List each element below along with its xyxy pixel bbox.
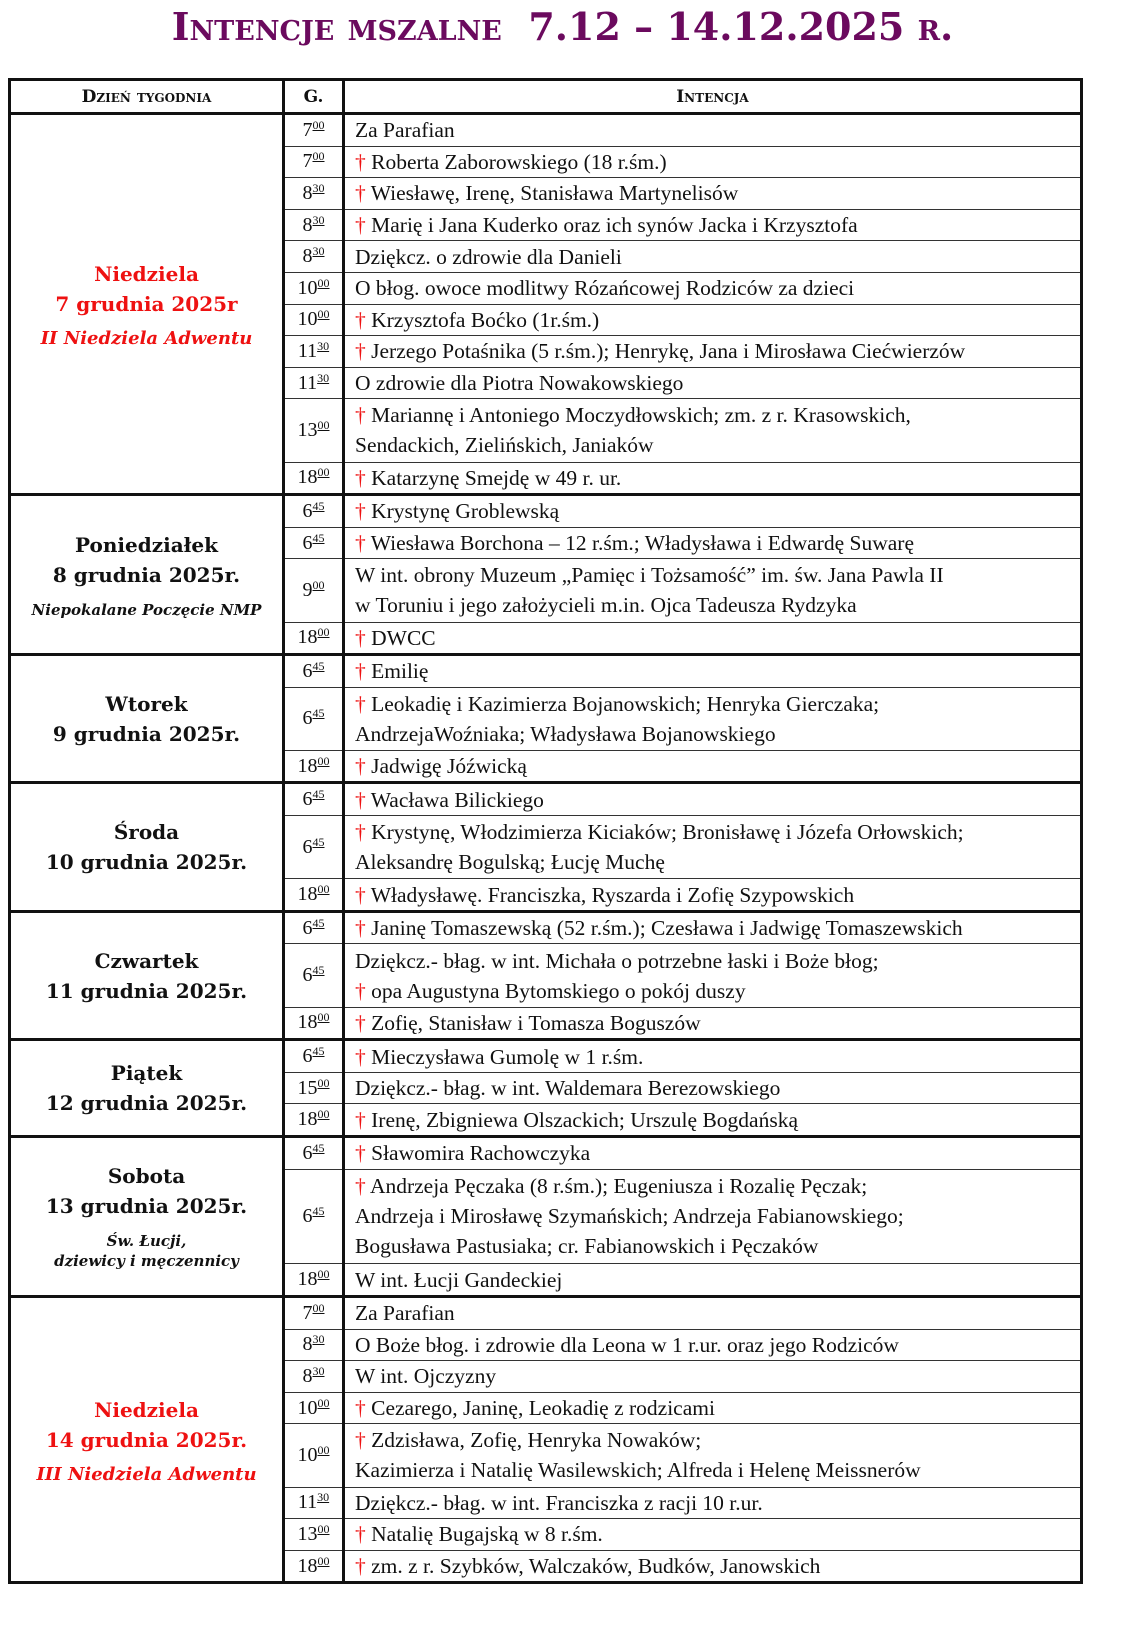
mass-time [284, 146, 344, 178]
mass-intention [344, 911, 1082, 944]
mass-hour: 6 [302, 499, 313, 522]
mass-hour: 7 [302, 150, 313, 173]
mass-time [284, 399, 344, 462]
day-date: 14 grudnia 2025r. [45, 1427, 248, 1452]
mass-hour: 10 [297, 1443, 318, 1466]
intention-line: † Emilię [355, 659, 429, 684]
mass-minutes: 30 [317, 338, 330, 353]
header-hour: G. [284, 80, 344, 114]
mass-hour: 6 [302, 707, 313, 730]
intention-line: O błog. owoce modlitwy Rózańcowej Rodziców za dzieci [355, 276, 855, 301]
intention-line: W int. Łucji Gandeckiej [355, 1267, 563, 1292]
header-intention: Intencja [344, 80, 1082, 114]
intention-line: † Wiesławę, Irenę, Stanisława Martynelisów [355, 181, 739, 206]
intention-line: † Wiesława Borchona – 12 r.śm.; Władysława i Edwardę Suwarę [355, 531, 914, 556]
mass-time [284, 304, 344, 336]
mass-minutes: 30 [312, 180, 325, 195]
mass-minutes: 00 [317, 417, 330, 432]
mass-intention [344, 1296, 1082, 1329]
mass-minutes: 30 [312, 244, 325, 259]
mass-hour: 6 [302, 916, 313, 939]
mass-minutes: 45 [312, 834, 325, 849]
mass-minutes: 00 [312, 149, 325, 164]
mass-minutes: 00 [312, 117, 325, 132]
mass-intention [344, 1072, 1082, 1104]
intention-line: Dziękcz.- błag. w int. Franciszka z racji 10 r.ur. [355, 1490, 763, 1515]
day-cell [10, 495, 284, 655]
day-feast-note-line: II Niedziela Adwentu [40, 328, 253, 350]
mass-intention [344, 750, 1082, 783]
table-row [10, 1296, 1082, 1329]
intention-line: † Krystynę, Włodzimierza Kiciaków; Bronisławę i Józefa Orłowskich; [355, 820, 964, 845]
mass-time [284, 1519, 344, 1551]
mass-hour: 6 [302, 1045, 313, 1068]
mass-hour: 10 [297, 1396, 318, 1419]
cross-icon: † [355, 1044, 366, 1069]
mass-intention [344, 1040, 1082, 1073]
cross-icon: † [355, 1141, 366, 1166]
mass-hour: 6 [302, 1204, 313, 1227]
mass-time [284, 462, 344, 495]
mass-intention [344, 622, 1082, 655]
intention-line: † Katarzynę Smejdę w 49 r. ur. [355, 465, 622, 490]
intention-line: O zdrowie dla Piotra Nowakowskiego [355, 371, 684, 396]
table-header-row [10, 80, 1082, 114]
mass-intention [344, 1519, 1082, 1551]
mass-minutes: 00 [317, 1442, 330, 1457]
mass-hour: 6 [302, 788, 313, 811]
mass-intention [344, 655, 1082, 688]
mass-minutes: 00 [317, 753, 330, 768]
mass-time [284, 944, 344, 1007]
day-feast-note-line: III Niedziela Adwentu [36, 1463, 257, 1485]
mass-minutes: 45 [312, 530, 325, 545]
day-name: Środa [113, 820, 180, 845]
intention-line: Dziękcz. o zdrowie dla Danieli [355, 244, 622, 269]
mass-minutes: 00 [317, 625, 330, 640]
cross-icon: † [355, 1522, 366, 1547]
mass-hour: 18 [297, 1108, 318, 1131]
mass-intention [344, 1169, 1082, 1264]
mass-intention [344, 783, 1082, 816]
intention-line: Za Parafian [355, 118, 455, 143]
mass-intention [344, 944, 1082, 1007]
mass-minutes: 30 [317, 370, 330, 385]
cross-icon: † [355, 625, 366, 650]
day-feast-note [11, 1231, 282, 1271]
cross-icon: † [355, 882, 366, 907]
mass-minutes: 00 [312, 577, 325, 592]
cross-icon: † [355, 691, 366, 716]
intention-line: † Natalię Bugajską w 8 r.śm. [355, 1522, 603, 1547]
mass-minutes: 00 [317, 275, 330, 290]
intention-line: † Mariannę i Antoniego Moczydłowskich; zm. z r. Krasowskich, [355, 403, 911, 428]
day-cell [10, 911, 284, 1039]
cross-icon: † [355, 499, 366, 524]
table-row [10, 1040, 1082, 1073]
mass-intention [344, 1392, 1082, 1424]
cross-icon: † [355, 1107, 366, 1132]
mass-intention [344, 209, 1082, 241]
mass-time [284, 655, 344, 688]
cross-icon: † [355, 916, 366, 941]
mass-hour: 15 [297, 1076, 318, 1099]
mass-intention [344, 527, 1082, 559]
header-day: Dzień tygodnia [10, 80, 284, 114]
mass-hour: 18 [297, 1268, 318, 1291]
cross-icon: † [355, 978, 366, 1003]
mass-time [284, 750, 344, 783]
mass-time [284, 178, 344, 210]
mass-intention [344, 114, 1082, 147]
mass-minutes: 00 [317, 882, 330, 897]
mass-time [284, 336, 344, 368]
mass-intention [344, 1361, 1082, 1393]
intention-line: † Zofię, Stanisław i Tomasza Boguszów [355, 1010, 701, 1035]
intention-line: Andrzeja i Mirosławę Szymańskich; Andrzeja Fabianowskiego; [355, 1204, 904, 1229]
day-feast-note [11, 329, 282, 349]
mass-time [284, 1137, 344, 1170]
cross-icon: † [355, 1428, 366, 1453]
mass-hour: 18 [297, 754, 318, 777]
day-cell [10, 114, 284, 495]
day-name: Niedziela [94, 1397, 199, 1422]
day-date: 8 grudnia 2025r. [52, 562, 241, 587]
mass-intention [344, 462, 1082, 495]
mass-intention [344, 146, 1082, 178]
mass-intention [344, 367, 1082, 399]
mass-hour: 11 [297, 1491, 318, 1514]
mass-time [284, 622, 344, 655]
mass-intention [344, 687, 1082, 750]
mass-hour: 18 [297, 466, 318, 489]
day-feast-note-line: Św. Łucji, [106, 1232, 187, 1251]
mass-minutes: 00 [317, 307, 330, 322]
mass-intention [344, 1424, 1082, 1487]
mass-minutes: 45 [312, 915, 325, 930]
mass-time [284, 911, 344, 944]
intention-line: Aleksandrę Bogulską; Łucję Muchę [355, 850, 665, 875]
mass-intention [344, 1007, 1082, 1040]
intention-line: † Krystynę Groblewską [355, 499, 560, 524]
mass-intention [344, 272, 1082, 304]
intention-line: W int. obrony Muzeum „Pamięc i Tożsamość” im. św. Jana Pawla II [355, 563, 944, 588]
mass-minutes: 00 [317, 1075, 330, 1090]
mass-minutes: 00 [317, 1010, 330, 1025]
mass-time [284, 1487, 344, 1519]
mass-intention [344, 399, 1082, 462]
mass-time [284, 816, 344, 879]
cross-icon: † [355, 181, 366, 206]
mass-time [284, 367, 344, 399]
mass-hour: 7 [302, 1301, 313, 1324]
mass-time [284, 1104, 344, 1137]
mass-minutes: 30 [312, 212, 325, 227]
mass-minutes: 00 [317, 465, 330, 480]
table-row [10, 1137, 1082, 1170]
table-row [10, 911, 1082, 944]
cross-icon: † [355, 307, 366, 332]
day-name: Piątek [110, 1061, 183, 1086]
mass-time [284, 687, 344, 750]
mass-intention [344, 336, 1082, 368]
mass-hour: 8 [302, 245, 313, 268]
day-cell [10, 1040, 284, 1137]
intention-line: Dziękcz.- błag. w int. Waldemara Berezowskiego [355, 1076, 781, 1101]
mass-time [284, 1329, 344, 1361]
cross-icon: † [355, 531, 366, 556]
intention-line: † zm. z r. Szybków, Walczaków, Budków, Janowskich [355, 1554, 821, 1579]
mass-minutes: 45 [312, 1044, 325, 1059]
cross-icon: † [355, 1396, 366, 1421]
intention-line: Dziękcz.- błag. w int. Michała o potrzebne łaski i Boże błog; [355, 948, 879, 973]
cross-icon: † [355, 149, 366, 174]
mass-hour: 8 [302, 181, 313, 204]
day-cell [10, 1296, 284, 1582]
day-feast-note [11, 600, 282, 620]
mass-time [284, 1169, 344, 1264]
intention-line: † Krzysztofa Boćko (1r.śm.) [355, 307, 600, 332]
mass-hour: 6 [302, 835, 313, 858]
intention-line: O Boże błog. i zdrowie dla Leona w 1 r.ur. oraz jego Rodziców [355, 1332, 899, 1357]
mass-minutes: 45 [312, 787, 325, 802]
mass-time [284, 1296, 344, 1329]
mass-hour: 13 [297, 418, 318, 441]
mass-hour: 9 [302, 578, 313, 601]
intention-line: † Sławomira Rachowczyka [355, 1141, 591, 1166]
mass-hour: 8 [302, 1364, 313, 1387]
day-name: Sobota [107, 1164, 186, 1189]
intention-line: † Jadwigę Jóźwicką [355, 754, 527, 779]
mass-minutes: 45 [312, 498, 325, 513]
cross-icon: † [355, 403, 366, 428]
mass-hour: 8 [302, 1333, 313, 1356]
mass-time [284, 1007, 344, 1040]
day-name: Poniedziałek [75, 532, 218, 557]
mass-time [284, 114, 344, 147]
mass-hour: 7 [302, 118, 313, 141]
mass-time [284, 1040, 344, 1073]
mass-minutes: 30 [312, 1363, 325, 1378]
title-date-range: 7.12 – 14.12.2025 [528, 4, 905, 49]
intention-line: † Leokadię i Kazimierza Bojanowskich; Henryka Gierczaka; [355, 691, 880, 716]
mass-time [284, 1424, 344, 1487]
title-suffix: r. [917, 4, 954, 49]
intention-line: † DWCC [355, 625, 436, 650]
day-cell [10, 1137, 284, 1297]
mass-hour: 18 [297, 1554, 318, 1577]
intention-line: W int. Ojczyzny [355, 1364, 497, 1389]
day-date: 11 grudnia 2025r. [45, 978, 248, 1003]
mass-minutes: 45 [312, 658, 325, 673]
cross-icon: † [355, 1010, 366, 1035]
mass-intention [344, 1104, 1082, 1137]
mass-time [284, 1550, 344, 1583]
intention-line: † Marię i Jana Kuderko oraz ich synów Jacka i Krzysztofa [355, 213, 858, 238]
table-row [10, 655, 1082, 688]
cross-icon: † [355, 339, 366, 364]
table-row [10, 114, 1082, 147]
intention-line: † Janinę Tomaszewską (52 r.śm.); Czesława i Jadwigę Tomaszewskich [355, 916, 963, 941]
mass-hour: 11 [297, 339, 318, 362]
mass-minutes: 00 [312, 1300, 325, 1315]
day-date: 7 grudnia 2025r [55, 292, 238, 317]
mass-minutes: 00 [317, 1553, 330, 1568]
table-row [10, 783, 1082, 816]
mass-intention [344, 559, 1082, 622]
day-date: 9 grudnia 2025r. [52, 721, 241, 746]
mass-intention [344, 495, 1082, 528]
mass-intention [344, 1264, 1082, 1297]
intention-line: Kazimierza i Natalię Wasilewskich; Alfreda i Helenę Meissnerów [355, 1458, 921, 1483]
intention-line: Za Parafian [355, 1301, 455, 1326]
mass-minutes: 00 [317, 1107, 330, 1122]
mass-intention [344, 816, 1082, 879]
cross-icon: † [355, 820, 366, 845]
mass-hour: 8 [302, 213, 313, 236]
mass-intention [344, 1550, 1082, 1583]
table-row [10, 495, 1082, 528]
cross-icon: † [355, 659, 366, 684]
mass-intention [344, 1137, 1082, 1170]
intention-line: † Cezarego, Janinę, Leokadię z rodzicami [355, 1396, 715, 1421]
mass-minutes: 45 [312, 706, 325, 721]
mass-intention [344, 1487, 1082, 1519]
mass-minutes: 00 [317, 1521, 330, 1536]
mass-intention [344, 178, 1082, 210]
cross-icon: † [355, 754, 366, 779]
mass-time [284, 241, 344, 273]
mass-hour: 10 [297, 308, 318, 331]
day-name: Niedziela [94, 262, 199, 287]
table-body [10, 114, 1082, 1583]
mass-time [284, 783, 344, 816]
intention-line: † opa Augustyna Bytomskiego o pokój duszy [355, 978, 746, 1003]
mass-hour: 18 [297, 626, 318, 649]
intention-line: † Władysławę. Franciszka, Ryszarda i Zofię Szypowskich [355, 882, 855, 907]
mass-time [284, 527, 344, 559]
mass-minutes: 30 [317, 1490, 330, 1505]
intention-line: † Irenę, Zbigniewa Olszackich; Urszulę Bogdańską [355, 1107, 798, 1132]
mass-minutes: 00 [317, 1267, 330, 1282]
mass-time [284, 495, 344, 528]
intention-line: w Toruniu i jego założycieli m.in. Ojca Tadeusza Rydzyka [355, 593, 857, 618]
day-feast-note-line: dziewicy i męczennicy [54, 1252, 239, 1271]
day-cell [10, 783, 284, 911]
cross-icon: † [355, 213, 366, 238]
cross-icon: † [355, 1174, 366, 1199]
mass-intention [344, 879, 1082, 912]
cross-icon: † [355, 1554, 366, 1579]
mass-hour: 6 [302, 1141, 313, 1164]
mass-intention [344, 241, 1082, 273]
mass-time [284, 559, 344, 622]
mass-hour: 11 [297, 371, 318, 394]
intention-line: † Wacława Bilickiego [355, 787, 544, 812]
intention-line: † Mieczysława Gumolę w 1 r.śm. [355, 1044, 644, 1069]
mass-time [284, 272, 344, 304]
intention-line: † Jerzego Potaśnika (5 r.śm.); Henrykę, Jana i Mirosława Ciećwierzów [355, 339, 966, 364]
mass-minutes: 30 [312, 1332, 325, 1347]
mass-minutes: 45 [312, 1203, 325, 1218]
mass-hour: 6 [302, 659, 313, 682]
day-name: Wtorek [105, 691, 188, 716]
mass-intentions-table [8, 78, 1083, 1584]
day-cell [10, 655, 284, 783]
intention-line: AndrzejaWoźniaka; Władysława Bojanowskiego [355, 721, 776, 746]
intention-line: † Zdzisława, Zofię, Henryka Nowaków; [355, 1428, 702, 1453]
mass-intention [344, 304, 1082, 336]
intention-line: † Roberta Zaborowskiego (18 r.śm.) [355, 149, 667, 174]
mass-hour: 13 [297, 1522, 318, 1545]
cross-icon: † [355, 787, 366, 812]
mass-minutes: 45 [312, 1140, 325, 1155]
mass-time [284, 1072, 344, 1104]
mass-time [284, 1264, 344, 1297]
intention-line: Sendackich, Zielińskich, Janiaków [355, 433, 654, 458]
intention-line: † Andrzeja Pęczaka (8 r.śm.); Eugeniusza i Rozalię Pęczak; [355, 1174, 868, 1199]
day-name: Czwartek [94, 948, 199, 973]
mass-minutes: 00 [317, 1395, 330, 1410]
intention-line: Bogusława Pastusiaka; cr. Fabianowskich i Pęczaków [355, 1234, 819, 1259]
mass-minutes: 45 [312, 963, 325, 978]
mass-hour: 6 [302, 964, 313, 987]
mass-time [284, 879, 344, 912]
mass-hour: 6 [302, 531, 313, 554]
day-feast-note [11, 1465, 282, 1485]
day-date: 12 grudnia 2025r. [45, 1091, 248, 1116]
day-date: 10 grudnia 2025r. [45, 850, 248, 875]
day-date: 13 grudnia 2025r. [45, 1194, 248, 1219]
cross-icon: † [355, 465, 366, 490]
day-feast-note-line: Niepokalane Poczęcie NMP [31, 600, 262, 619]
mass-time [284, 209, 344, 241]
mass-hour: 18 [297, 1011, 318, 1034]
mass-intention [344, 1329, 1082, 1361]
mass-hour: 10 [297, 276, 318, 299]
mass-time [284, 1392, 344, 1424]
title-main: Intencje mszalne [171, 4, 502, 49]
mass-hour: 18 [297, 883, 318, 906]
mass-time [284, 1361, 344, 1393]
page-title [0, 4, 1125, 50]
